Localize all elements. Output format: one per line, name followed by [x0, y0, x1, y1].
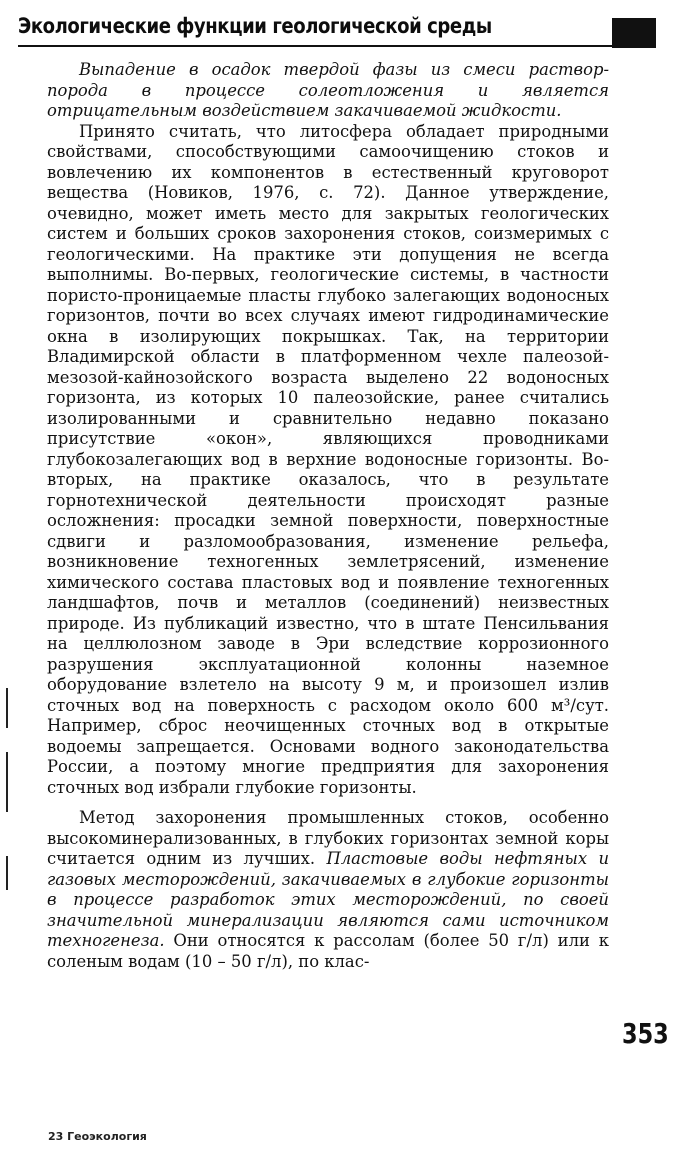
- paragraph-2: Принято считать, что литосфера обладает природными свойствами, способствующими самоочищению стоков и вовлечению их компонентов в естественный круговорот вещества (Новиков, 1976, с. 72). Данное утверждение, очевидно, может иметь место для закрытых геологических систем и больших сроков захоронения стоков, соизмеримых с геологическими. На практике эти допущения не всегда выполнимы. Во-первых, геологические системы, в частности пористо-проницаемые пласты глубоко залегающих водоносных горизонтов, почти во всех случаях имеют гидродинамические окна в изолирующих покрышках. Так, на территории Владимирской области в платформенном чехле палеозой-мезозой-кайнозойского возраста выделено 22 водоносных горизонта, из которых 10 палеозойские, ранее считались изолированными и сравнительно недавно показано присутствие «окон», являющихся проводниками глубокозалегающих вод в верхние водоносные горизонты. Во-вторых, на практике оказалось, что в результате горнотехнической деятельности происходят разные осложнения: просадки земной поверхности, поверхностные сдвиги и разломообразования, изменение рельефа, возникновение техногенных землетрясений, изменение химического состава пластовых вод и появление техногенных ландшафтов, почв и металлов (соединений) неизвестных природе. Из публикаций известно, что в штате Пенсильвания на целлюлозном заводе в Эри вследствие коррозионного разрушения эксплуатационной колонны наземное оборудование взлетело на высоту 9 м, и произошел излив сточных вод на поверхность с расходом около 600 м³/сут. Например, сброс неочищенных сточных вод в открытые водоемы запрещается. Основами водного законодательства России, а поэтому многие предприятия для захоронения сточных вод избрали глубокие горизонты.: [47, 121, 609, 797]
- header-black-block: [612, 18, 656, 48]
- margin-mark: [6, 856, 8, 890]
- page-number: 353: [622, 1017, 669, 1050]
- signature-mark: 23 Геоэкология: [48, 1130, 147, 1143]
- body-text: [47, 60, 609, 972]
- paragraph-1: Выпадение в осадок твердой фазы из смеси раствор-порода в процессе солеотложения и является отрицательным воздействием закачиваемой жидкости.: [47, 60, 609, 120]
- running-header: [18, 12, 656, 48]
- margin-mark: [6, 688, 8, 728]
- margin-mark: [6, 752, 8, 812]
- paragraph-3-end: Они относятся к рассолам (более 50 г/л) или к соленым водам (10 – 50 г/л), по клас-: [47, 931, 609, 971]
- running-header-title: Экологические функции геологической среды: [18, 14, 492, 38]
- paragraph-3-italic: Пластовые воды нефтяных и газовых месторождений, закачиваемых в глубокие горизонты в процессе разработок этих месторождений, по своей значительной минерализации являются сами источником техногенеза.: [47, 849, 610, 950]
- paragraph-3-start: Метод захоронения промышленных стоков, особенно высокоминерализованных, в глубоких горизонтах земной коры считается одним из лучших.: [47, 808, 609, 868]
- header-rule: [18, 45, 656, 47]
- paragraph-3: [47, 808, 609, 972]
